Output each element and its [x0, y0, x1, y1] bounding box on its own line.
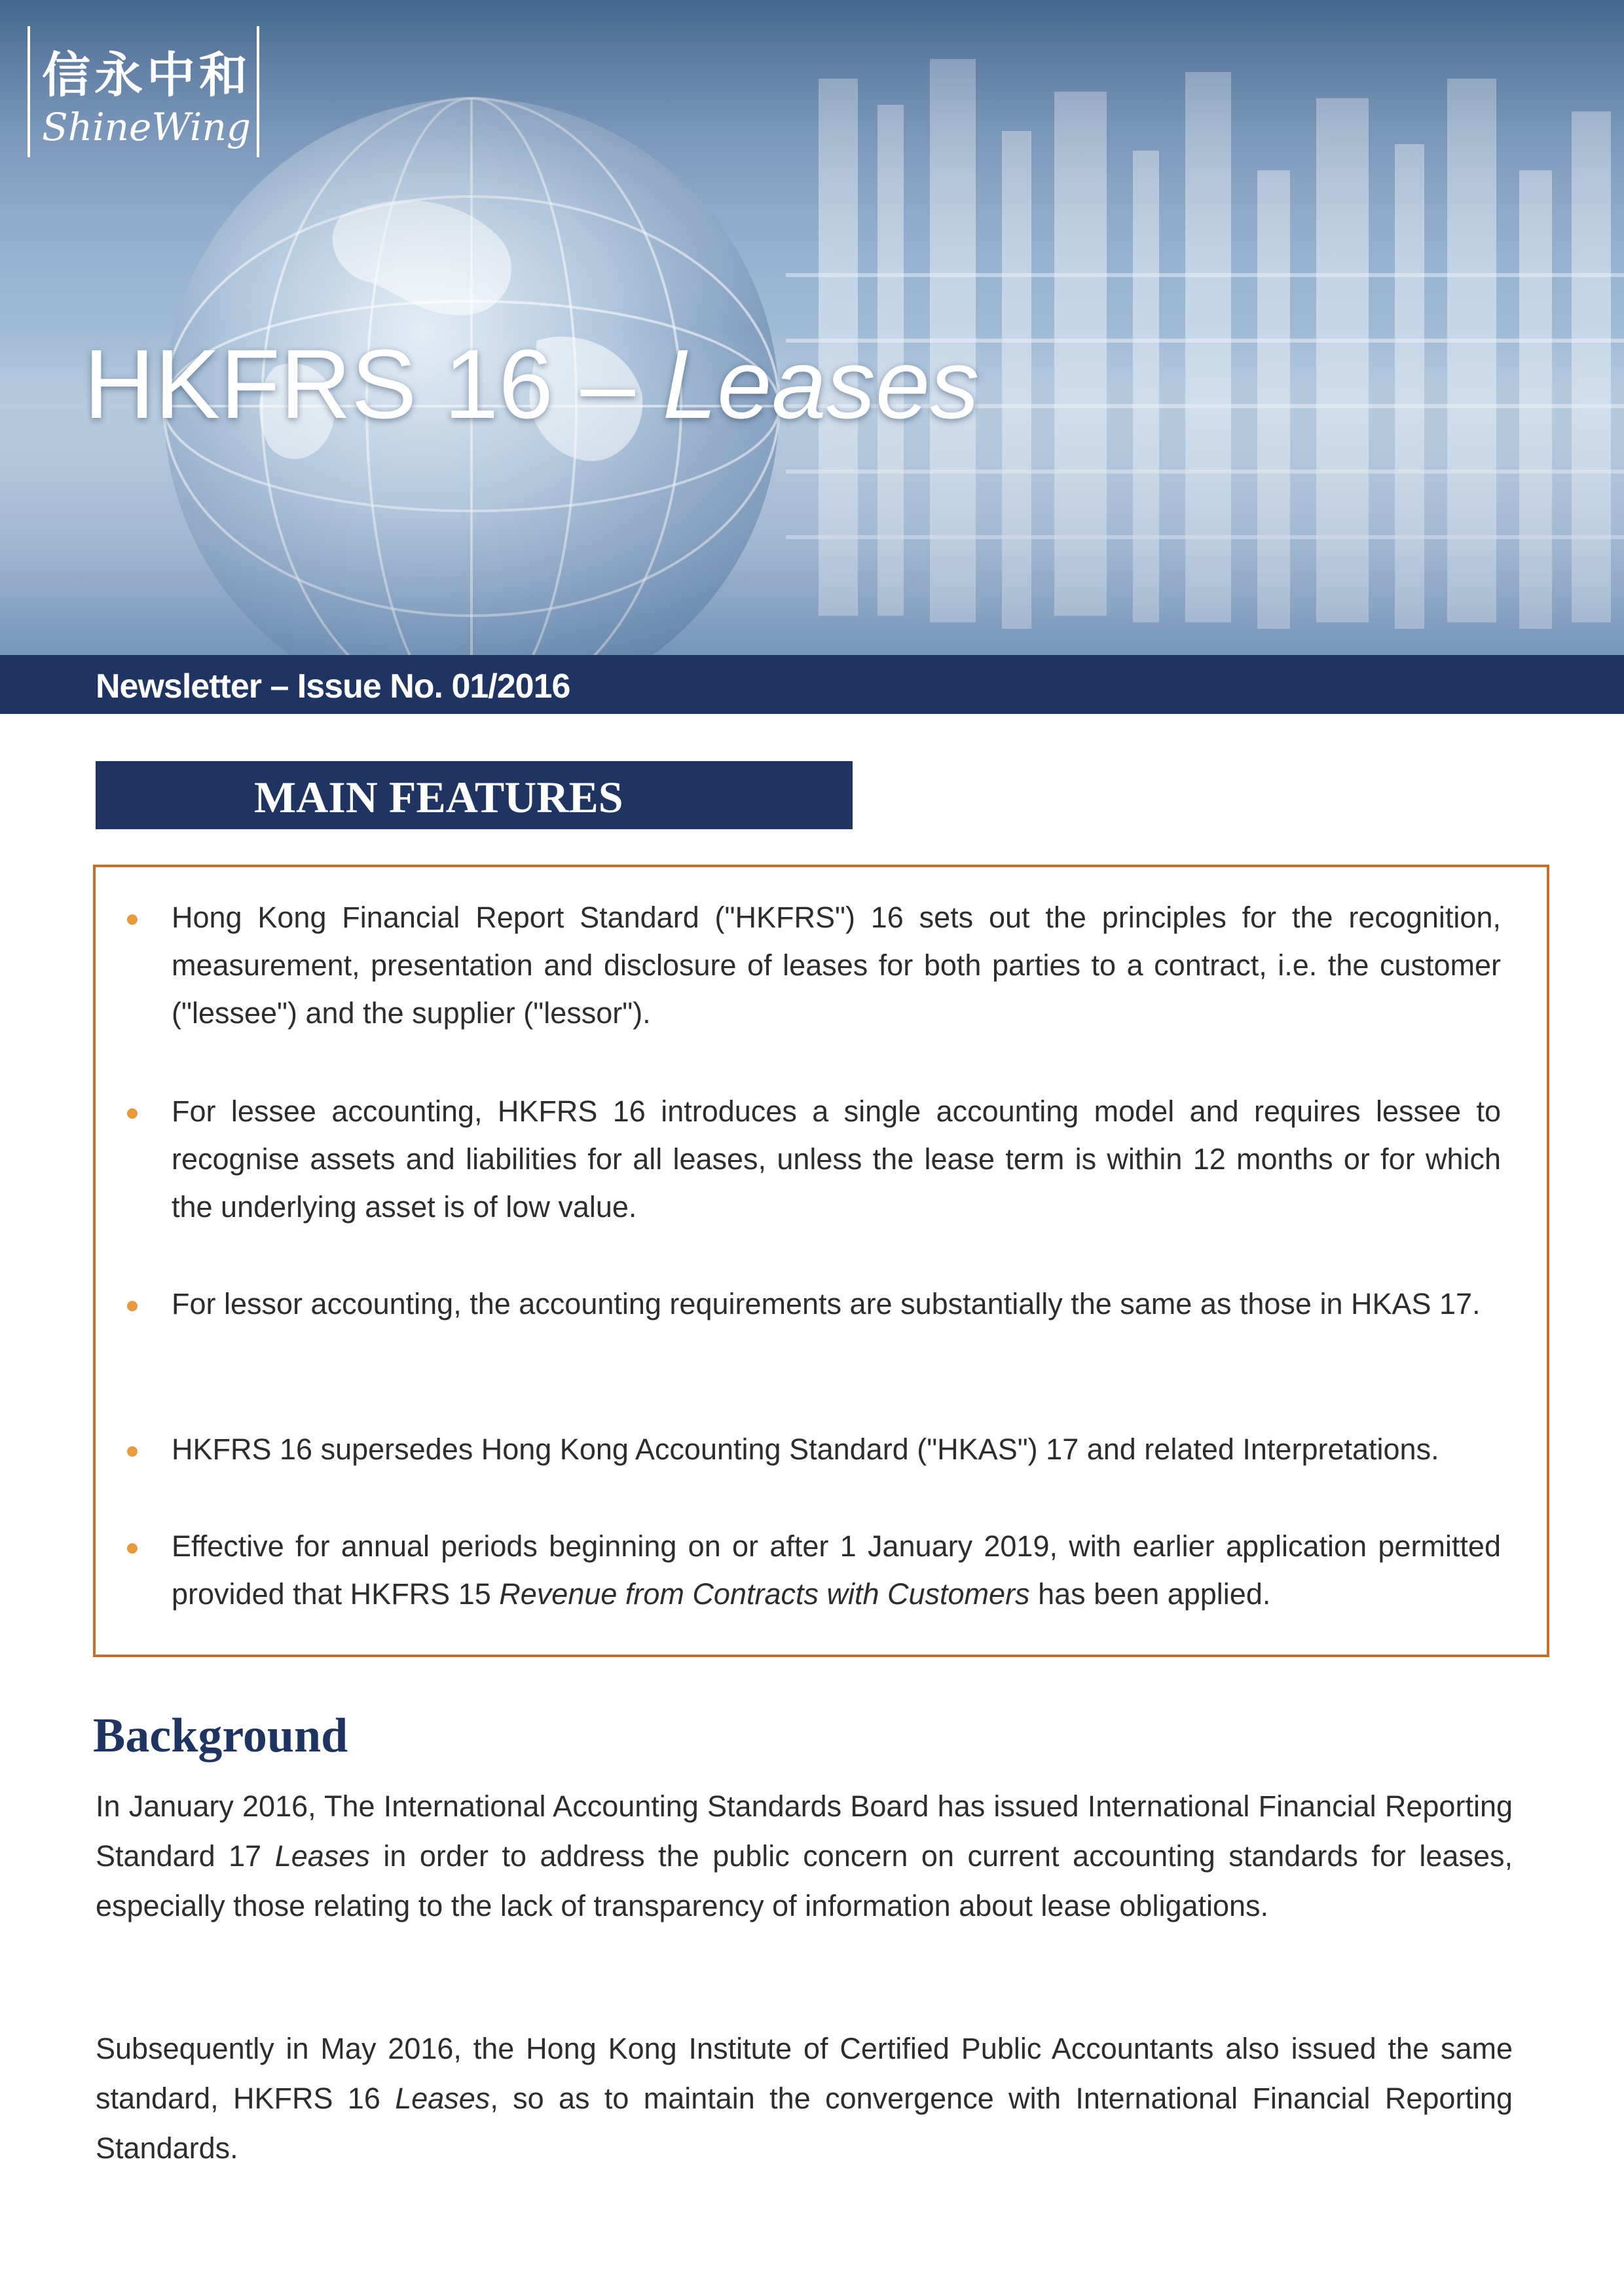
bullet-text — [172, 1522, 1501, 1618]
bullet-icon — [127, 914, 138, 925]
bullet-text: HKFRS 16 supersedes Hong Kong Accounting Standard ("HKAS") 17 and related Interpretations. — [172, 1432, 1439, 1466]
bullet-icon — [127, 1543, 138, 1554]
logo-chinese-text: 信永中和 — [42, 47, 251, 103]
bullet-text-italic: Revenue from Contracts with Customers — [499, 1577, 1030, 1611]
logo-right-bar — [257, 26, 259, 157]
background-heading: Background — [93, 1709, 348, 1763]
paragraph-text: In January 2016, The International Accounting Standards Board has issued International Financial Reporting Standard 17 — [96, 1789, 1513, 1873]
bullet-icon — [127, 1446, 138, 1457]
paragraph-italic: Leases — [274, 1839, 370, 1873]
paragraph-italic: Leases — [395, 2082, 490, 2115]
main-features-heading-bar — [96, 761, 853, 829]
background-paragraph-1 — [96, 1782, 1513, 1931]
cover-banner — [0, 0, 1624, 655]
newsletter-issue-label: Newsletter – Issue No. 01/2016 — [96, 667, 570, 705]
bullet-text-part: has been applied. — [1029, 1577, 1271, 1611]
bullet-text: Hong Kong Financial Report Standard ("HKFRS") 16 sets out the principles for the recognition, measurement, presentation and disclosure of leases for both parties to a contract, i.e. the customer ("lessee") and the supplier ("lessor"). — [172, 901, 1501, 1030]
paragraph-text: in order to address the public concern on current accounting standards for leases, especially those relating to the lack of transparency of information about lease obligations. — [96, 1839, 1513, 1922]
title-italic: Leases — [662, 329, 980, 439]
bullet-icon — [127, 1301, 138, 1311]
main-features-box — [93, 865, 1549, 1657]
main-features-heading: MAIN FEATURES — [254, 772, 623, 822]
bullet-text: For lessee accounting, HKFRS 16 introduces a single accounting model and requires lessee to recognise assets and liabilities for all leases, unless the lease term is within 12 months or for which the underlying asset is of low value. — [172, 1095, 1501, 1224]
bullet-text-part: Effective for annual periods beginning on or after 1 January 2019, with earlier application permitted provided that HKFRS 15 — [172, 1529, 1501, 1611]
bullet-icon — [127, 1108, 138, 1119]
page-title — [84, 328, 979, 441]
shinewing-logo — [28, 26, 270, 157]
paragraph-text: , so as to maintain the convergence with International Financial Reporting Standards. — [96, 2082, 1513, 2165]
bullet-text: For lessor accounting, the accounting requirements are substantially the same as those in HKAS 17. — [172, 1287, 1481, 1320]
title-main: HKFRS 16 – — [84, 329, 663, 439]
issue-band — [0, 655, 1624, 714]
logo-english-text: ShineWing — [42, 105, 251, 149]
background-paragraph-2 — [96, 2024, 1513, 2173]
paragraph-text: Subsequently in May 2016, the Hong Kong Institute of Certified Public Accountants also issued the same standard, HKFRS 16 — [96, 2032, 1513, 2115]
logo-left-bar — [28, 26, 30, 157]
